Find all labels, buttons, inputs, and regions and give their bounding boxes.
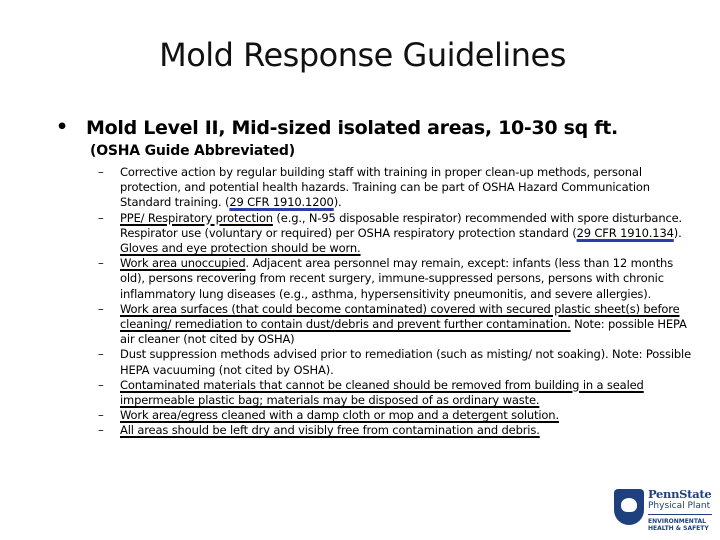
- logo-brand: PennState: [648, 487, 712, 501]
- item-text: Corrective action by regular building staff with training in proper clean-up methods, personal protection, and potential health hazards. Training can be part of OSHA Hazard Communication Standard training. (: [120, 165, 650, 210]
- heading-text: Mold Level II, Mid-sized isolated areas, 10-30 sq ft.: [86, 117, 618, 139]
- dash-marker: –: [98, 347, 104, 362]
- item-emphasis: Work area/egress cleaned with a damp cloth or mop and a detergent solution.: [120, 408, 559, 423]
- section-heading: [56, 116, 618, 139]
- dash-marker: –: [98, 301, 104, 316]
- cfr-link[interactable]: 29 CFR 1910.1200: [229, 195, 334, 210]
- dash-marker: –: [98, 423, 104, 438]
- logo-department: Physical Plant: [648, 501, 711, 511]
- bullet-marker: •: [56, 116, 68, 138]
- section-subheading: (OSHA Guide Abbreviated): [90, 143, 295, 159]
- list-item: [98, 423, 694, 438]
- logo-unit: [648, 518, 709, 532]
- dash-marker: –: [98, 165, 104, 179]
- item-text: . Adjacent area personnel may remain, except: infants (less than 12 months old), persons recovering from recent surgery, immune-suppressed persons, persons with chronic inflammatory lung diseases (e.g., asthma, hypersensitivity pneumonitis, and severe allergies).: [120, 256, 674, 301]
- dash-marker: –: [98, 256, 104, 271]
- item-emphasis: Gloves and eye protection should be worn.: [120, 241, 361, 256]
- dash-marker: –: [98, 377, 104, 392]
- item-text: Dust suppression methods advised prior to remediation (such as misting/ not soaking). Note: Possible HEPA vacuuming (not cited by OSHA).: [120, 347, 692, 377]
- page-title: Mold Response Guidelines: [159, 36, 566, 74]
- item-text: (e.g., N-95 disposable respirator) recommended with spore disturbance. Respirator use (voluntary or required) per OSHA respiratory protection standard (: [120, 210, 683, 240]
- list-item: [98, 256, 694, 302]
- list-item: [98, 165, 694, 211]
- dash-marker: –: [98, 210, 104, 225]
- list-item: [98, 302, 694, 348]
- item-emphasis: Contaminated materials that cannot be cleaned should be removed from building in a sealed impermeable plastic bag; materials may be disposed of as ordinary waste.: [120, 377, 644, 408]
- logo-divider: [648, 514, 712, 515]
- list-item: [98, 408, 694, 423]
- item-text: ).: [333, 195, 342, 210]
- item-text: Note: possible HEPA air cleaner (not cited by OSHA): [120, 317, 687, 347]
- item-emphasis: Work area unoccupied: [120, 256, 246, 271]
- pennstate-logo: [614, 487, 714, 537]
- dash-marker: –: [98, 408, 104, 423]
- list-item: [98, 347, 694, 377]
- cfr-link[interactable]: 29 CFR 1910.134: [576, 225, 674, 240]
- list-item: [98, 211, 694, 257]
- item-text: ).: [673, 225, 682, 240]
- logo-unit-line: HEALTH & SAFETY: [648, 525, 709, 532]
- item-emphasis: Work area surfaces (that could become contaminated) covered with secured plastic sheet(s) before cleaning/ remediation to contain dust/debris and prevent further contamination.: [120, 301, 680, 332]
- item-emphasis: All areas should be left dry and visibly free from contamination and debris.: [120, 423, 540, 438]
- logo-unit-line: ENVIRONMENTAL: [648, 518, 706, 525]
- item-emphasis: PPE/ Respiratory protection: [120, 210, 273, 225]
- nittany-lion-shield-icon: [614, 489, 644, 525]
- guideline-list: [98, 165, 694, 439]
- list-item: [98, 378, 694, 408]
